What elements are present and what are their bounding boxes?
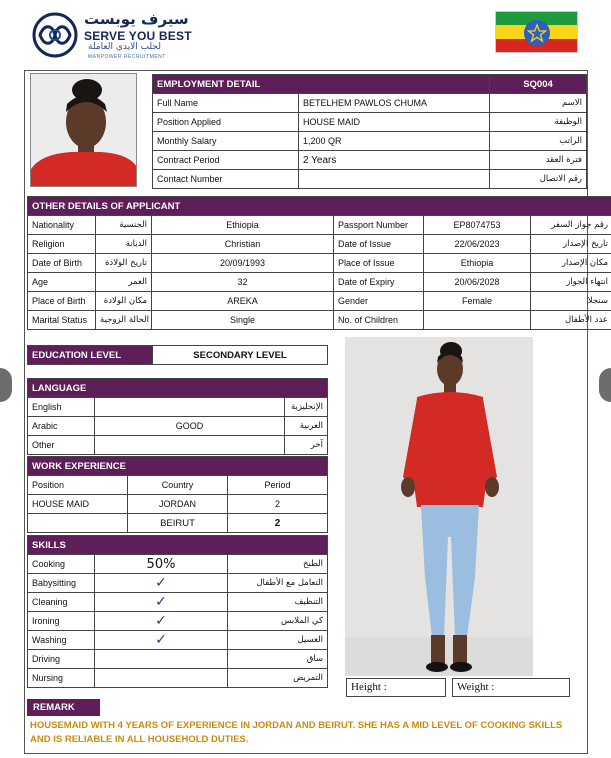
- children-value: [424, 311, 531, 330]
- field-label: Religion: [28, 235, 96, 254]
- skill-label: Nursing: [28, 669, 95, 688]
- checkmark-icon: ✓: [95, 612, 228, 631]
- field-label: Nationality: [28, 216, 96, 235]
- work-experience-table: [27, 456, 328, 533]
- religion-value: Christian: [152, 235, 334, 254]
- skill-label-arabic: الطبخ: [228, 555, 328, 574]
- skill-label: Driving: [28, 650, 95, 669]
- column-header: Country: [128, 476, 228, 495]
- employment-detail-table: [152, 74, 587, 189]
- field-label-arabic: الديانة: [96, 235, 152, 254]
- field-label-arabic: فترة العقد: [490, 151, 587, 170]
- applicant-portrait-photo: [30, 73, 137, 187]
- company-tagline-arabic: لجلب الايدي العاملة: [88, 42, 161, 52]
- education-level-table: [27, 345, 328, 365]
- other-details-table: [27, 196, 611, 330]
- date-of-expiry-value: 20/06/2028: [424, 273, 531, 292]
- remark-header: REMARK: [27, 699, 100, 716]
- company-logo: [30, 10, 200, 65]
- employment-detail-header: EMPLOYMENT DETAIL: [153, 75, 490, 94]
- skills-header: SKILLS: [28, 536, 328, 555]
- passport-number-value: EP8074753: [424, 216, 531, 235]
- skill-label-arabic: التنظيف: [228, 593, 328, 612]
- field-label-arabic: الجنسية: [96, 216, 152, 235]
- experience-country: JORDAN: [128, 495, 228, 514]
- experience-period: 2: [228, 514, 328, 533]
- date-of-birth-value: 20/09/1993: [152, 254, 334, 273]
- language-level: GOOD: [95, 417, 285, 436]
- full-name-value: BETELHEM PAWLOS CHUMA: [299, 94, 490, 113]
- field-label: Passport Number: [334, 216, 424, 235]
- skill-label-arabic: ساق: [228, 650, 328, 669]
- column-header: Period: [228, 476, 328, 495]
- infinity-knot-logo-icon: [30, 12, 80, 58]
- checkmark-icon: ✓: [95, 574, 228, 593]
- language-label: Other: [28, 436, 95, 455]
- field-label-arabic: تاريخ الولادة: [96, 254, 152, 273]
- next-page-arrow-icon[interactable]: [599, 368, 611, 402]
- ethiopia-flag-icon: [495, 11, 578, 53]
- field-label-arabic: الاسم: [490, 94, 587, 113]
- education-level-value: SECONDARY LEVEL: [153, 346, 328, 365]
- field-label: Date of Issue: [334, 235, 424, 254]
- language-level: [95, 398, 285, 417]
- field-label: Gender: [334, 292, 424, 311]
- applicant-full-body-photo: [345, 337, 533, 676]
- field-label-arabic: رقم الاتصال: [490, 170, 587, 189]
- cooking-level: 50%: [95, 555, 228, 574]
- field-label: Date of Expiry: [334, 273, 424, 292]
- language-label: English: [28, 398, 95, 417]
- date-of-issue-value: 22/06/2023: [424, 235, 531, 254]
- other-details-header: OTHER DETAILS OF APPLICANT: [28, 197, 611, 216]
- skill-value: [95, 669, 228, 688]
- language-header: LANGUAGE: [28, 379, 328, 398]
- contact-number-value: [299, 170, 490, 189]
- field-label: Age: [28, 273, 96, 292]
- skill-label-arabic: التمريض: [228, 669, 328, 688]
- skill-label: Washing: [28, 631, 95, 650]
- checkmark-icon: ✓: [95, 593, 228, 612]
- skill-label: Babysitting: [28, 574, 95, 593]
- field-label-arabic: عدد الأطفال: [531, 311, 611, 330]
- field-label: No. of Children: [334, 311, 424, 330]
- gender-value: Female: [424, 292, 531, 311]
- skill-label-arabic: الغسيل: [228, 631, 328, 650]
- remark-text: HOUSEMAID WITH 4 YEARS OF EXPERIENCE IN JORDAN AND BEIRUT. SHE HAS A MID LEVEL OF COOKING SKILLS AND IS RELIABLE IN ALL HOUSEHOLD DUTIES.: [30, 720, 563, 745]
- education-level-label: EDUCATION LEVEL: [28, 346, 153, 365]
- field-label-arabic: الحالة الزوجية: [96, 311, 152, 330]
- language-label-arabic: الإنجليزية: [285, 398, 328, 417]
- field-label-arabic: رقم جواز السفر: [531, 216, 611, 235]
- skill-value: [95, 650, 228, 669]
- field-label-arabic: الراتب: [490, 132, 587, 151]
- field-label: Contract Period: [153, 151, 299, 170]
- field-label: Contact Number: [153, 170, 299, 189]
- place-of-issue-value: Ethiopia: [424, 254, 531, 273]
- field-label: Date of Birth: [28, 254, 96, 273]
- experience-period: 2: [228, 495, 328, 514]
- checkmark-icon: ✓: [95, 631, 228, 650]
- skill-label: Cooking: [28, 555, 95, 574]
- skill-label: Cleaning: [28, 593, 95, 612]
- position-value: HOUSE MAID: [299, 113, 490, 132]
- field-label: Monthly Salary: [153, 132, 299, 151]
- previous-page-arrow-icon[interactable]: [0, 368, 12, 402]
- language-label-arabic: العربية: [285, 417, 328, 436]
- field-label-arabic: مكان الإصدار: [531, 254, 611, 273]
- experience-position: [28, 514, 128, 533]
- reference-number: SQ004: [490, 75, 587, 94]
- skill-label-arabic: التعامل مع الأطفال: [228, 574, 328, 593]
- field-label-arabic: تاريخ الإصدار: [531, 235, 611, 254]
- language-label: Arabic: [28, 417, 95, 436]
- field-label: Place of Birth: [28, 292, 96, 311]
- field-label-arabic: انتهاء الجواز: [531, 273, 611, 292]
- contract-period-value: 2 Years: [299, 151, 490, 170]
- marital-status-value: Single: [152, 311, 334, 330]
- weight-field: Weight :: [452, 678, 570, 697]
- field-label: Place of Issue: [334, 254, 424, 273]
- language-table: [27, 378, 328, 455]
- experience-country: BEIRUT: [128, 514, 228, 533]
- company-tagline: MANPOWER RECRUITMENT: [88, 54, 166, 60]
- height-field: Height :: [346, 678, 446, 697]
- column-header: Position: [28, 476, 128, 495]
- salary-value: 1,200 QR: [299, 132, 490, 151]
- field-label-arabic: مكان الولادة: [96, 292, 152, 311]
- company-name-arabic: سيرف يوبست: [84, 10, 189, 28]
- skills-table: [27, 535, 328, 688]
- field-label: Marital Status: [28, 311, 96, 330]
- company-name: SERVE YOU BEST: [84, 29, 192, 43]
- field-label-arabic: سنجلا: [531, 292, 611, 311]
- field-label: Full Name: [153, 94, 299, 113]
- place-of-birth-value: AREKA: [152, 292, 334, 311]
- field-label-arabic: الوظيفة: [490, 113, 587, 132]
- experience-position: HOUSE MAID: [28, 495, 128, 514]
- field-label: Position Applied: [153, 113, 299, 132]
- work-experience-header: WORK EXPERIENCE: [28, 457, 328, 476]
- language-label-arabic: آخر: [285, 436, 328, 455]
- skill-label-arabic: كي الملابس: [228, 612, 328, 631]
- language-level: [95, 436, 285, 455]
- skill-label: Ironing: [28, 612, 95, 631]
- age-value: 32: [152, 273, 334, 292]
- nationality-value: Ethiopia: [152, 216, 334, 235]
- field-label-arabic: العمر: [96, 273, 152, 292]
